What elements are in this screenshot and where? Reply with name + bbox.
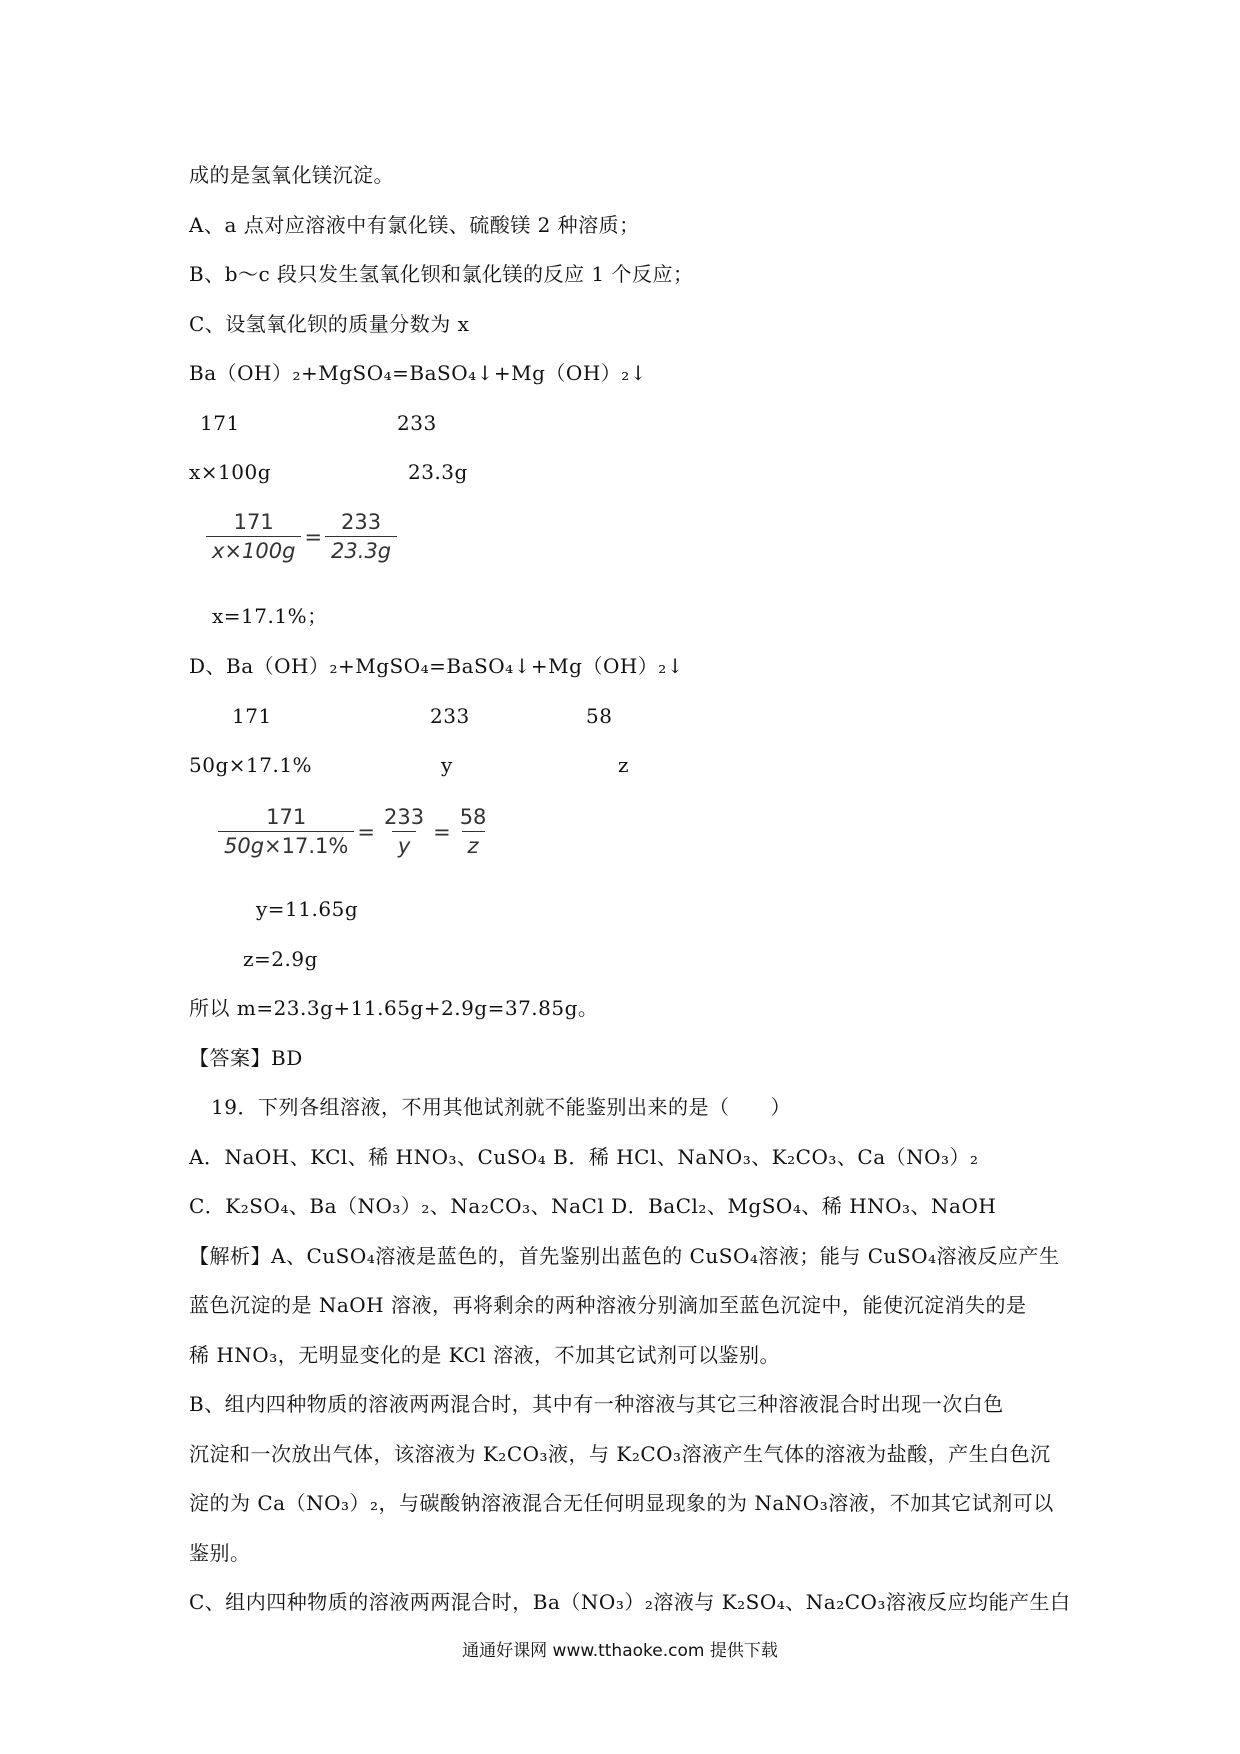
- result-line: z=2.9g: [243, 947, 318, 971]
- unknown-label: z: [618, 753, 630, 777]
- fraction: [378, 803, 430, 860]
- proportion-equation: [218, 803, 492, 860]
- denominator-part: 17.1%: [281, 834, 349, 858]
- denominator: x×100g: [206, 536, 301, 565]
- analysis-paragraph-line: C、组内四种物质的溶液两两混合时，Ba（NO₃）₂溶液与 K₂SO₄、Na₂CO₃溶液反应均能产生白: [189, 1590, 1071, 1614]
- numerator: 233: [341, 510, 382, 534]
- result-line: x=17.1%；: [212, 604, 328, 628]
- question-19-stem: 19．下列各组溶液，不用其他试剂就不能鉴别出来的是（ ）: [211, 1095, 791, 1119]
- denominator: z: [462, 831, 485, 860]
- molar-mass-label: 58: [586, 704, 613, 728]
- numerator: 171: [233, 510, 274, 534]
- molar-mass-label: 233: [430, 704, 470, 728]
- mass-label: 50g×17.1%: [189, 753, 313, 777]
- equals-sign: =: [304, 524, 323, 549]
- numerator: 58: [459, 805, 487, 829]
- conclusion-line: 所以 m=23.3g+11.65g+2.9g=37.85g。: [189, 996, 599, 1020]
- option-b-analysis: B、b～c 段只发生氢氧化钡和氯化镁的反应 1 个反应；: [189, 262, 694, 286]
- equals-sign: =: [357, 819, 375, 844]
- analysis-paragraph-line: 鉴别。: [189, 1541, 251, 1565]
- analysis-paragraph-line: 淀的为 Ca（NO₃）₂，与碳酸钠溶液混合无任何明显现象的为 NaNO₃溶液，不加其它试剂可以: [189, 1491, 1054, 1515]
- mass-label: x×100g: [189, 460, 272, 484]
- denominator: y: [392, 831, 416, 860]
- analysis-paragraph-line: B、组内四种物质的溶液两两混合时，其中有一种溶液与其它三种溶液混合时出现一次白色: [189, 1392, 1004, 1416]
- molar-mass-label: 233: [397, 411, 437, 435]
- option-c-analysis: C、设氢氧化钡的质量分数为 x: [189, 312, 470, 336]
- denominator-part: 50g×: [224, 834, 282, 858]
- molar-mass-label: 171: [232, 704, 272, 728]
- mass-label: 23.3g: [408, 460, 468, 484]
- analysis-paragraph-line: 【解析】A、CuSO₄溶液是蓝色的，首先鉴别出蓝色的 CuSO₄溶液；能与 CuSO₄溶液反应产生: [189, 1244, 1060, 1268]
- analysis-paragraph-line: 稀 HNO₃，无明显变化的是 KCl 溶液，不加其它试剂可以鉴别。: [189, 1343, 781, 1367]
- unknown-label: y: [441, 753, 453, 777]
- question-19-options-ab: A．NaOH、KCl、稀 HNO₃、CuSO₄ B．稀 HCl、NaNO₃、K₂CO₃、Ca（NO₃）₂: [189, 1145, 979, 1169]
- numerator: 171: [266, 805, 307, 829]
- denominator: 23.3g: [325, 536, 397, 565]
- fraction: [218, 803, 354, 860]
- option-a-analysis: A、a 点对应溶液中有氯化镁、硫酸镁 2 种溶质；: [189, 213, 640, 237]
- proportion-equation: [206, 508, 397, 565]
- fraction: [454, 803, 493, 860]
- analysis-paragraph-line: 蓝色沉淀的是 NaOH 溶液，再将剩余的两种溶液分别滴加至蓝色沉淀中，能使沉淀消失的是: [189, 1293, 1027, 1317]
- chemical-equation: Ba（OH）₂+MgSO₄=BaSO₄↓+Mg（OH）₂↓: [189, 361, 648, 385]
- result-line: y=11.65g: [256, 897, 359, 921]
- question-19-options-cd: C．K₂SO₄、Ba（NO₃）₂、Na₂CO₃、NaCl D．BaCl₂、MgSO₄、稀 HNO₃、NaOH: [189, 1194, 997, 1218]
- text-line: 成的是氢氧化镁沉淀。: [189, 163, 394, 187]
- answer-line: 【答案】BD: [189, 1046, 303, 1070]
- fraction: [325, 508, 397, 565]
- equals-sign: =: [433, 819, 451, 844]
- option-d-equation: D、Ba（OH）₂+MgSO₄=BaSO₄↓+Mg（OH）₂↓: [189, 654, 685, 678]
- denominator: [218, 831, 354, 860]
- analysis-paragraph-line: 沉淀和一次放出气体，该溶液为 K₂CO₃液，与 K₂CO₃溶液产生气体的溶液为盐酸，产生白色沉: [189, 1442, 1051, 1466]
- page-footer: 通通好课网 www.tthaoke.com 提供下载: [462, 1641, 778, 1661]
- numerator: 233: [383, 805, 425, 829]
- fraction: [206, 508, 301, 565]
- molar-mass-label: 171: [200, 411, 240, 435]
